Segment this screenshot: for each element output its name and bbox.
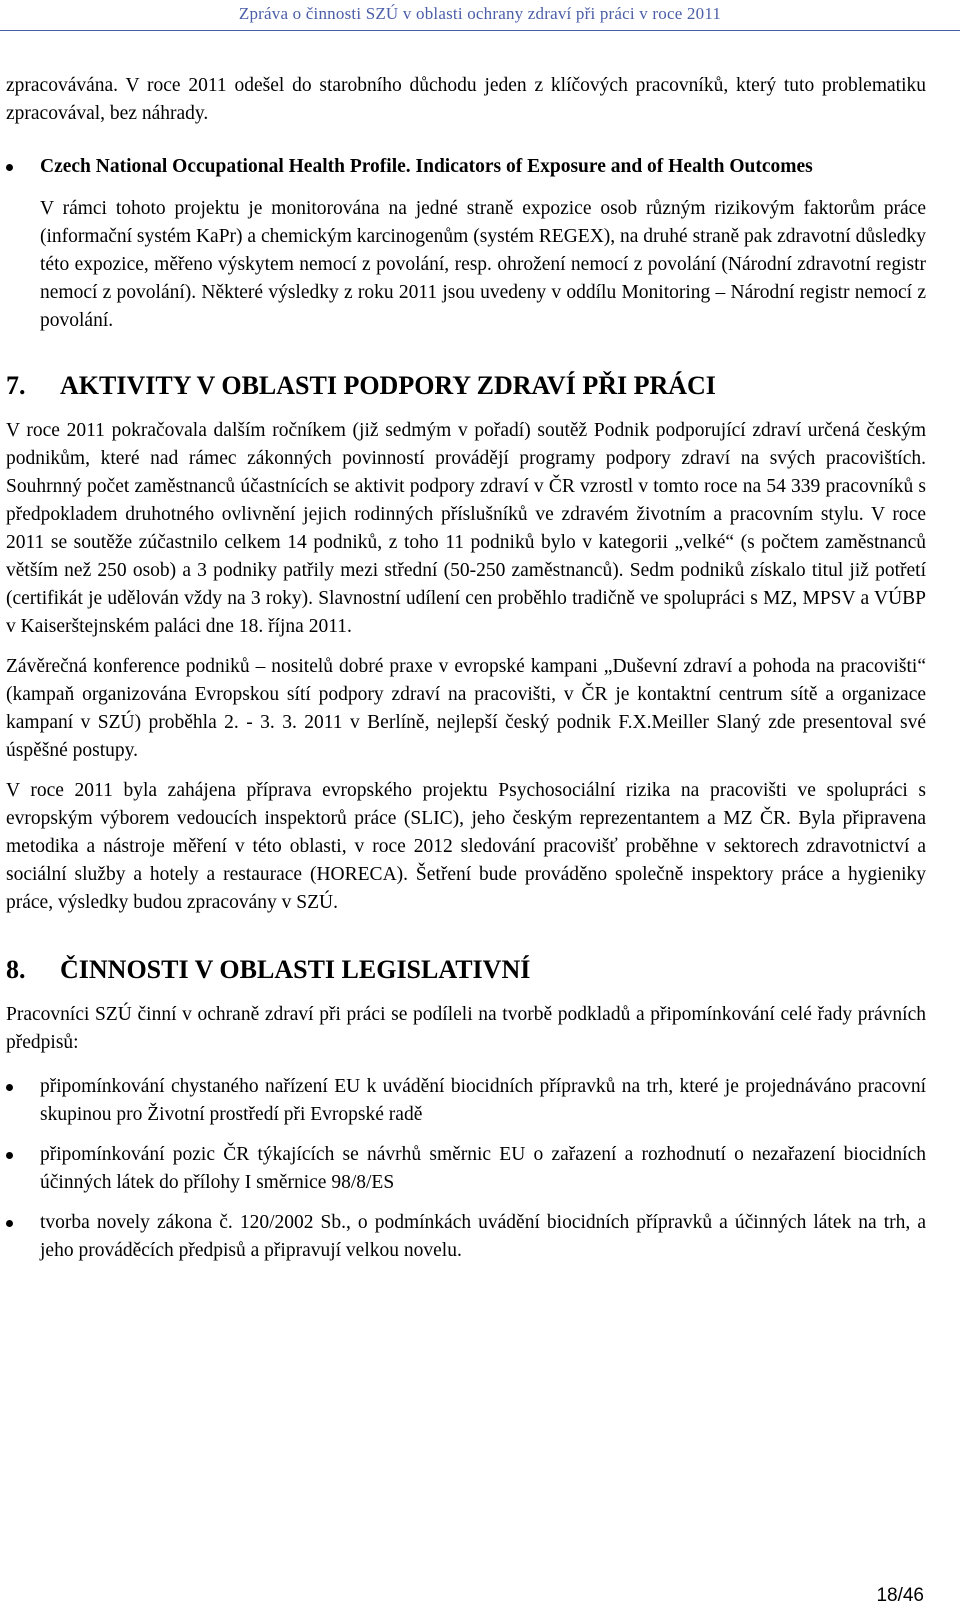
- profile-heading: Czech National Occupational Health Profile. Indicators of Exposure and of Health Outcomes: [40, 156, 813, 177]
- section-7-paragraph-1: V roce 2011 pokračovala dalším ročníkem (již sedmým v pořadí) soutěž Podnik podporující zdraví určená českým podnikům, které nad rámec zákonných povinností provádějí programy podpory zdraví na svých pracovištích. Souhrnný počet zaměstnanců účastnících se aktivit podpory zdraví v ČR vzrostl v tomto roce na 54 339 pracovníků s předpokladem druhotného ovlivnění jejich rodinných příslušníků ve zdravém životním a pracovním stylu. V roce 2011 se soutěže zúčastnilo celkem 14 podniků, z toho 11 podniků bylo v kategorii „velké“ (s počtem zaměstnanců větším než 250 osob) a 3 podniky patřily mezi střední (50-250 zaměstnanců). Sedm podniků získalo titul již potřetí (certifikát je udělován vždy na 3 roky). Slavnostní udílení cen proběhlo tradičně ve spolupráci s MZ, MPSV a VÚBP v Kaiserštejnském paláci dne 18. října 2011.: [6, 420, 926, 637]
- legislation-list-item: [6, 1141, 926, 1197]
- legislation-item-text: připomínkování chystaného nařízení EU k uvádění biocidních přípravků na trh, které je projednáváno pracovní skupinou pro Životní prostředí při Evropské radě: [40, 1076, 926, 1125]
- section-8-heading: [6, 955, 926, 985]
- section-7-heading: [6, 371, 926, 401]
- bullet-icon: [6, 1220, 13, 1227]
- legislation-list-item: [6, 1073, 926, 1129]
- page-content: [6, 72, 926, 1265]
- running-header: Zpráva o činnosti SZÚ v oblasti ochrany zdraví při práci v roce 2011: [238, 4, 722, 23]
- bullet-icon: [6, 1084, 13, 1091]
- legislation-item-text: připomínkování pozic ČR týkajících se návrhů směrnic EU o zařazení a rozhodnutí o nezařazení biocidních účinných látek do přílohy I směrnice 98/8/ES: [40, 1144, 926, 1193]
- section-8-title: ČINNOSTI V OBLASTI LEGISLATIVNÍ: [60, 955, 531, 984]
- section-7-paragraph-2: Závěrečná konference podniků – nositelů dobré praxe v evropské kampani „Duševní zdraví a pohoda na pracovišti“ (kampaň organizována Evropskou sítí podpory zdraví na pracovišti, v ČR je kontaktní centrum sítě a organizace kampaní v SZÚ) proběhla 2. - 3. 3. 2011 v Berlíně, nejlepší český podnik F.X.Meiller Slaný zde presentoval své úspěšné postupy.: [6, 656, 926, 761]
- bullet-icon: [6, 164, 13, 171]
- legislation-list-item: [6, 1209, 926, 1265]
- profile-paragraph: V rámci tohoto projektu je monitorována na jedné straně expozice osob různým rizikovým faktorům práce (informační systém KaPr) a chemickým karcinogenům (systém REGEX), na druhé straně pak zdravotní důsledky této expozice, měřeno výskytem nemocí z povolání, resp. ohrožení nemocí z povolání (Národní zdravotní registr nemocí z povolání). Některé výsledky z roku 2011 jsou uvedeny v oddílu Monitoring – Národní registr nemocí z povolání.: [40, 198, 926, 331]
- legislation-item-text: tvorba novely zákona č. 120/2002 Sb., o podmínkách uvádění biocidních přípravků a účinných látek na trh, a jeho prováděcích předpisů a připravují velkou novelu.: [40, 1212, 926, 1261]
- section-7-number: 7.: [6, 371, 26, 400]
- profile-heading-item: [6, 153, 926, 181]
- section-7-title: AKTIVITY V OBLASTI PODPORY ZDRAVÍ PŘI PRÁCI: [60, 371, 716, 400]
- header-rule: [0, 30, 960, 31]
- section-7-paragraph-3: V roce 2011 byla zahájena příprava evropského projektu Psychosociální rizika na pracovišti ve spolupráci s evropským výborem vedoucích inspektorů práce (SLIC), jeho českým reprezentantem a MZ ČR. Byla připravena metodika a nástroje měření v této oblasti, v roce 2012 sledování pracovišť proběhne v sektorech zdravotnictví a sociální služby a hotely a restaurace (HORECA). Šetření bude prováděno společně inspektory práce a hygieniky práce, výsledky budou zpracovány v SZÚ.: [6, 780, 926, 913]
- section-8-number: 8.: [6, 955, 26, 984]
- bullet-icon: [6, 1152, 13, 1159]
- intro-paragraph: zpracovávána. V roce 2011 odešel do starobního důchodu jeden z klíčových pracovníků, který tuto problematiku zpracovával, bez náhrady.: [6, 75, 926, 124]
- section-8-intro: Pracovníci SZÚ činní v ochraně zdraví při práci se podíleli na tvorbě podkladů a připomínkování celé řady právních předpisů:: [6, 1004, 926, 1053]
- page-number: 18/46: [876, 1585, 924, 1606]
